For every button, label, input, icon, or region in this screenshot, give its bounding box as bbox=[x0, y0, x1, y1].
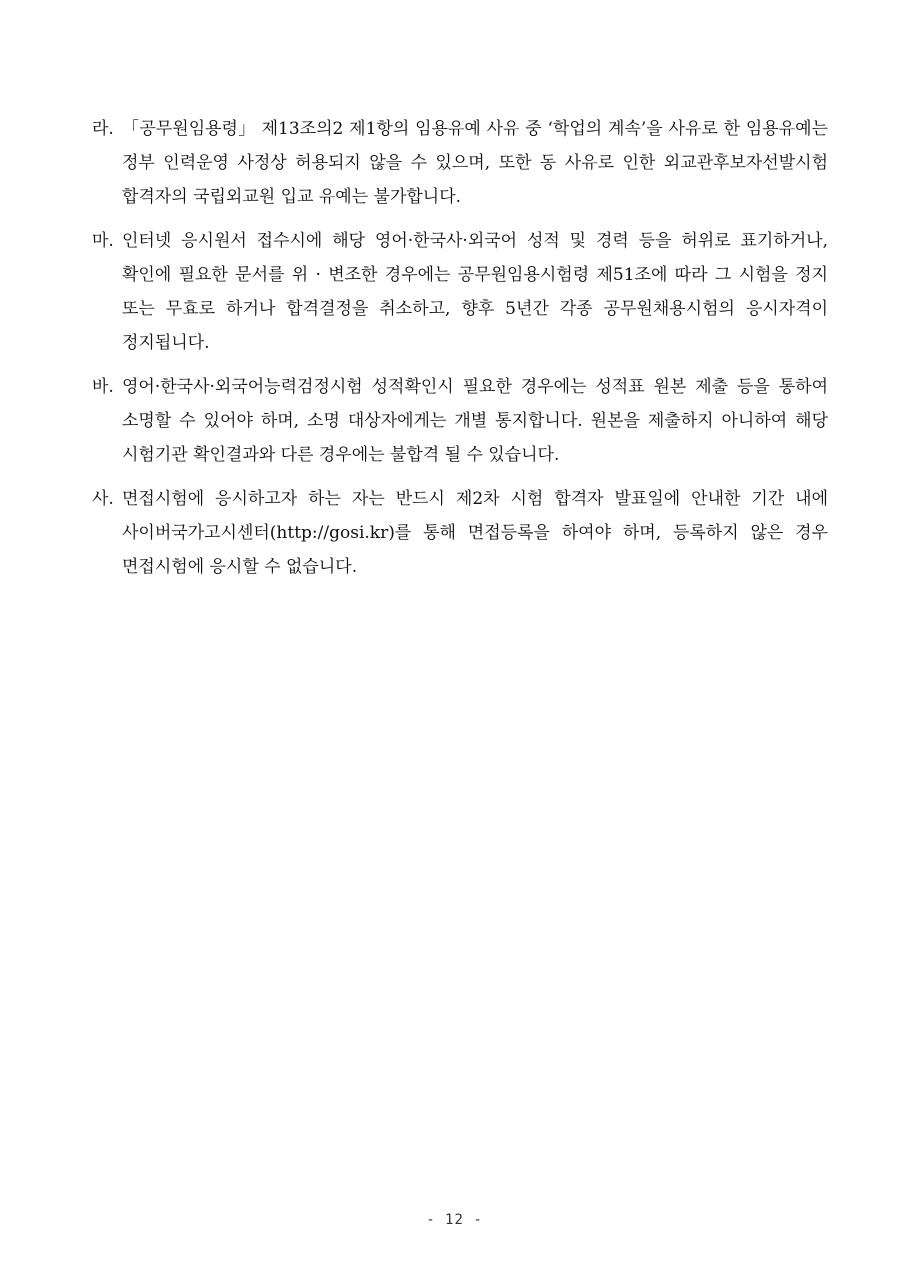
item-text: 면접시험에 응시하고자 하는 자는 반드시 제2차 시험 합격자 발표일에 안내한 기간 내에 사이버국가고시센터(http://gosi.kr)를 통해 면접등록을 하여야 하며, 등록하지 않은 경우 면접시험에 응시할 수 없습니다. bbox=[122, 489, 828, 577]
item-text: 「공무원임용령」 제13조의2 제1항의 임용유예 사유 중 ‘학업의 계속’을 사유로 한 임용유예는 정부 인력운영 사정상 허용되지 않을 수 있으며, 또한 동 사유로 인한 외교관후보자선발시험 합격자의 국립외교원 입교 유예는 불가합니다. bbox=[122, 119, 828, 207]
item-marker: 마. bbox=[92, 231, 114, 251]
list-item-ra bbox=[92, 112, 828, 214]
page-number: - 12 - bbox=[426, 1212, 483, 1228]
item-marker: 사. bbox=[92, 489, 114, 509]
notice-list bbox=[92, 112, 828, 594]
item-marker: 라. bbox=[92, 119, 114, 139]
item-text: 영어·한국사·외국어능력검정시험 성적확인시 필요한 경우에는 성적표 원본 제출 등을 통하여 소명할 수 있어야 하며, 소명 대상자에게는 개별 통지합니다. 원본을 제출하지 아니하여 해당 시험기관 확인결과와 다른 경우에는 불합격 될 수 있습니다. bbox=[122, 377, 828, 465]
list-item-ba bbox=[92, 370, 828, 472]
list-item-sa bbox=[92, 482, 828, 584]
list-item-ma bbox=[92, 224, 828, 360]
item-text: 인터넷 응시원서 접수시에 해당 영어·한국사·외국어 성적 및 경력 등을 허위로 표기하거나, 확인에 필요한 문서를 위 · 변조한 경우에는 공무원임용시험령 제51조에 따라 그 시험을 정지 또는 무효로 하거나 합격결정을 취소하고, 향후 5년간 각종 공무원채용시험의 응시자격이 정지됩니다. bbox=[122, 231, 828, 353]
item-marker: 바. bbox=[92, 377, 114, 397]
